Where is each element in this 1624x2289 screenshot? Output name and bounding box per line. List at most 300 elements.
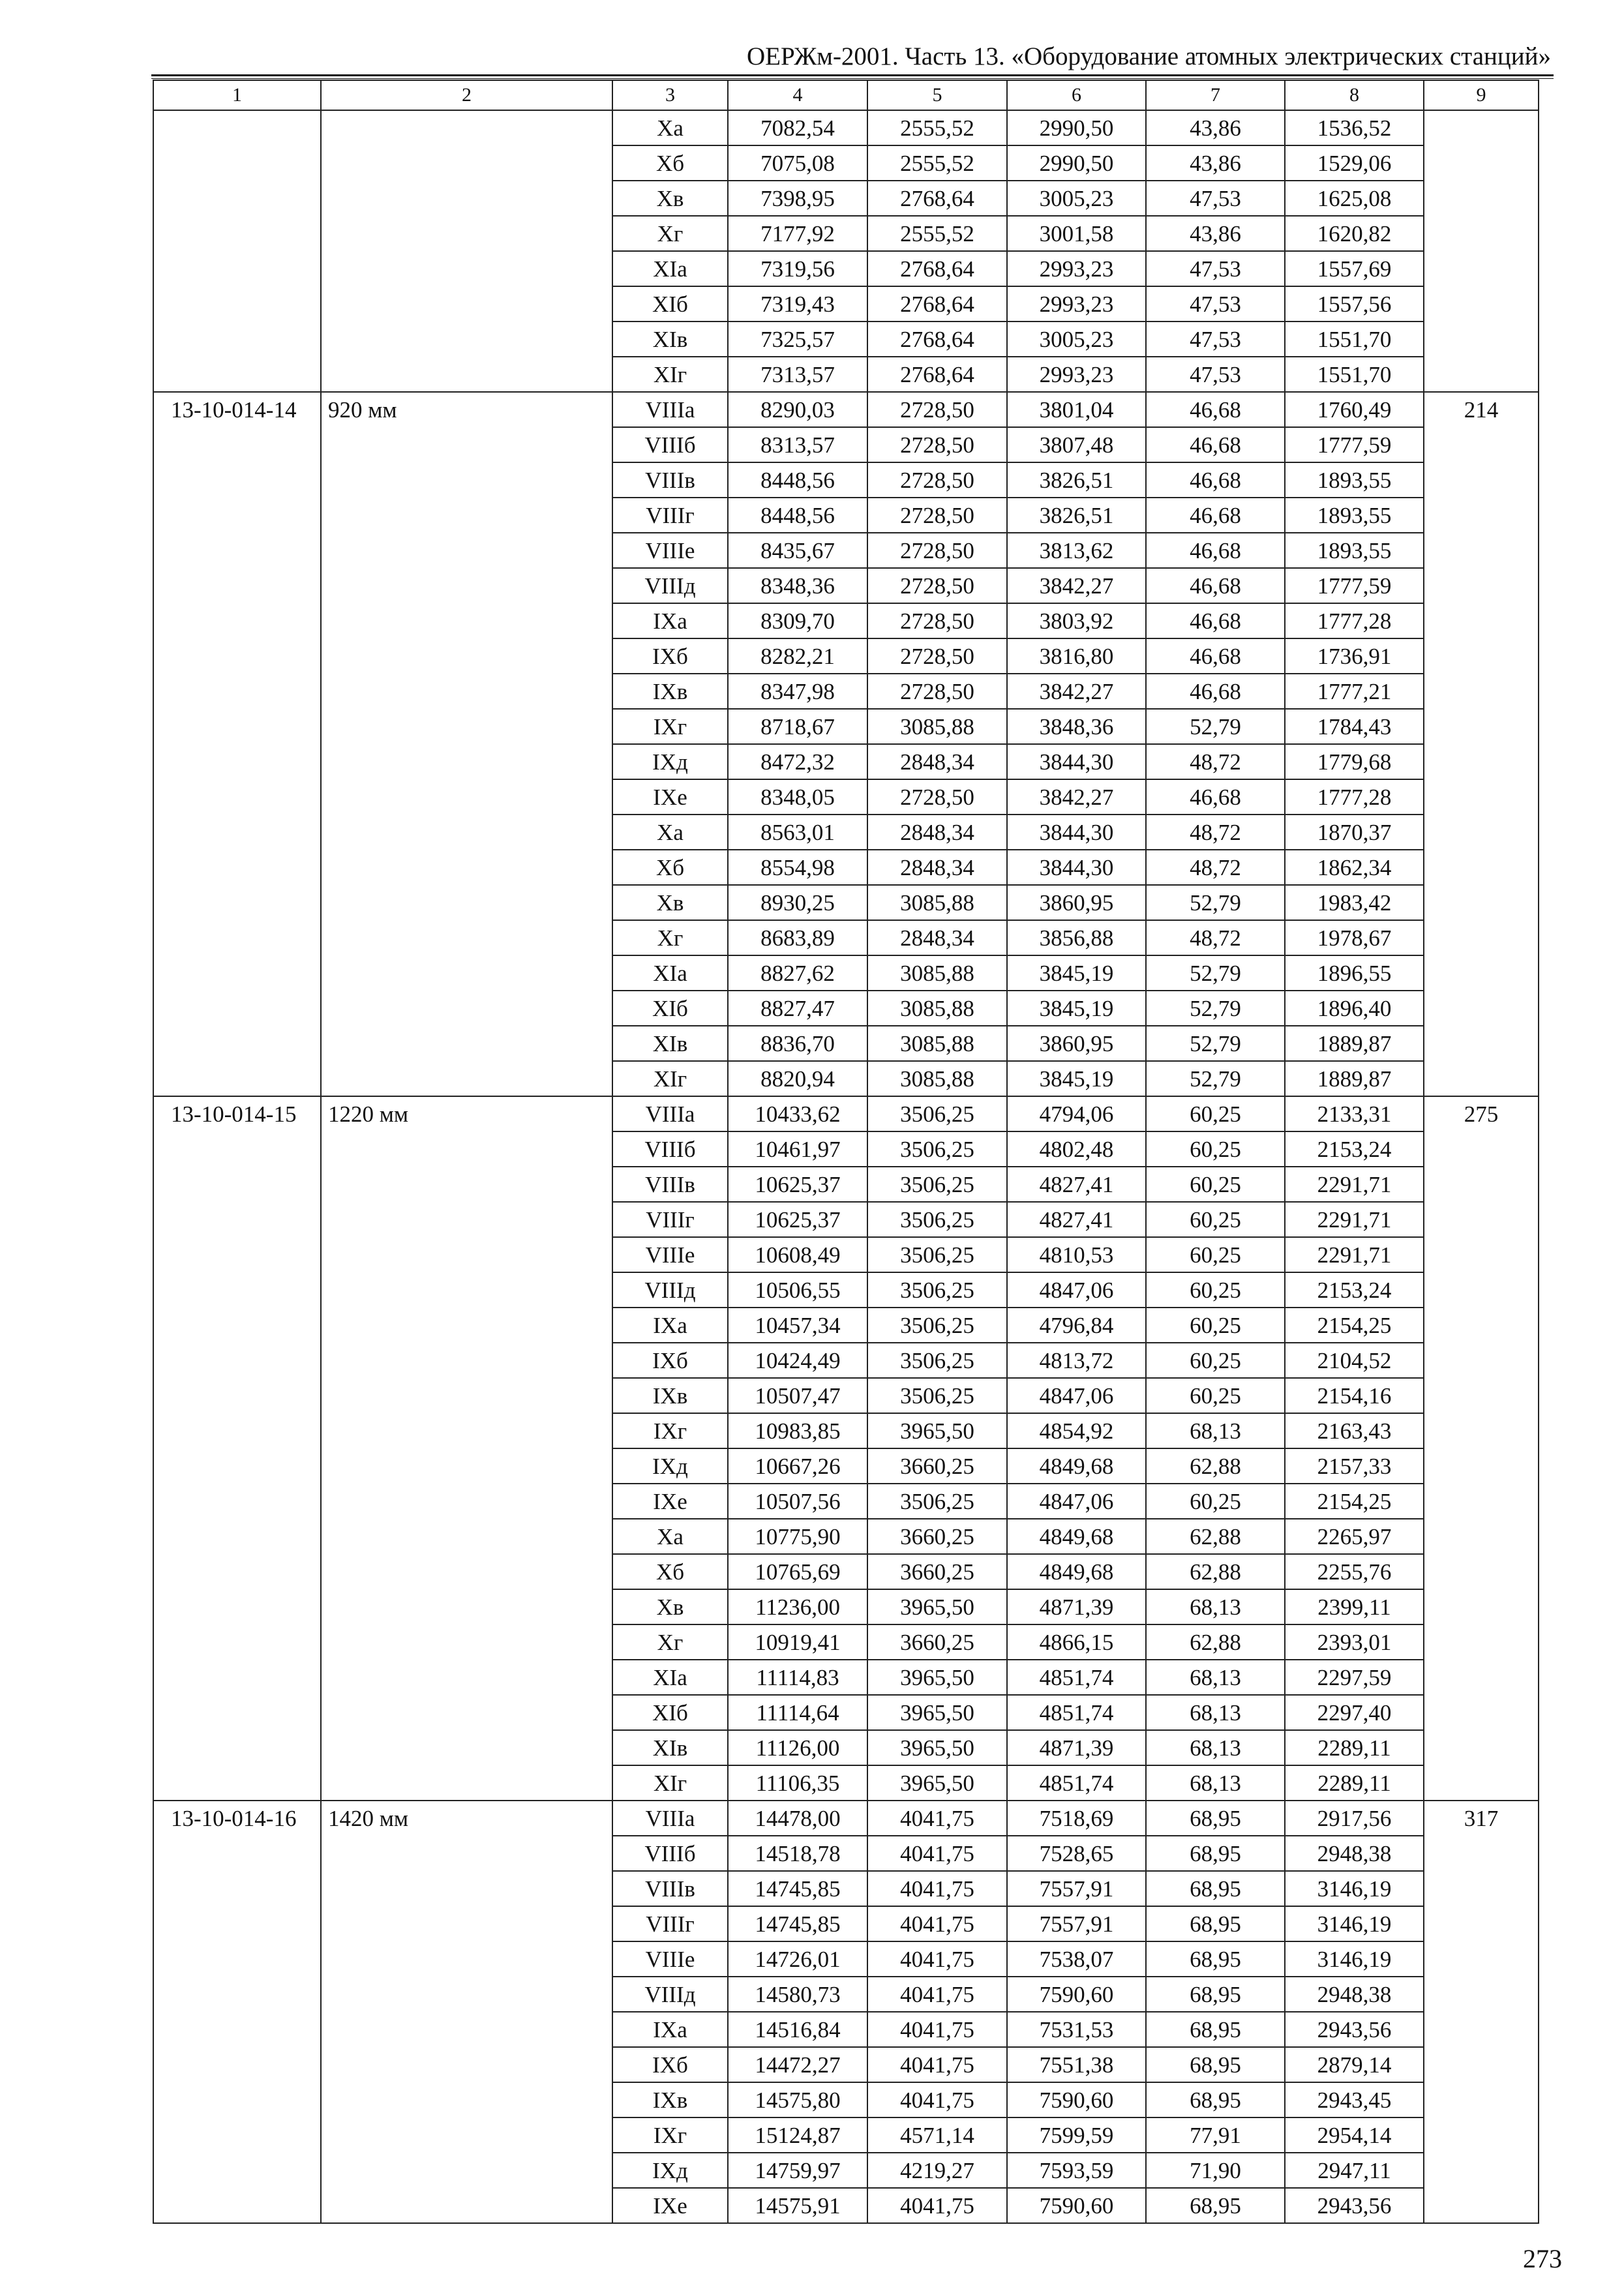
value-cell: 52,79 <box>1146 709 1285 744</box>
value-cell: 2848,34 <box>867 815 1007 850</box>
value-cell: 7398,95 <box>728 181 867 216</box>
column-number: 5 <box>867 80 1007 110</box>
value-cell: 8313,57 <box>728 427 867 462</box>
value-cell: 1978,67 <box>1285 920 1424 955</box>
value-cell: 3965,50 <box>867 1660 1007 1695</box>
grade-cell: XIг <box>612 357 728 392</box>
grade-cell: Хв <box>612 181 728 216</box>
grade-cell: VIIIе <box>612 533 728 568</box>
grade-cell: VIIIг <box>612 1202 728 1237</box>
value-cell: 3845,19 <box>1007 1061 1146 1096</box>
grade-cell: XIв <box>612 1026 728 1061</box>
value-cell: 3085,88 <box>867 991 1007 1026</box>
value-cell: 7593,59 <box>1007 2153 1146 2188</box>
grade-cell: XIб <box>612 991 728 1026</box>
value-cell: 7531,53 <box>1007 2012 1146 2047</box>
value-cell: 2555,52 <box>867 216 1007 251</box>
value-cell: 2728,50 <box>867 533 1007 568</box>
value-cell: 1620,82 <box>1285 216 1424 251</box>
grade-cell: Хг <box>612 920 728 955</box>
value-cell: 11114,64 <box>728 1695 867 1730</box>
value-cell: 2154,25 <box>1285 1484 1424 1519</box>
grade-cell: VIIIб <box>612 1131 728 1167</box>
page-number: 273 <box>1523 2244 1562 2273</box>
value-cell: 46,68 <box>1146 498 1285 533</box>
value-cell: 8836,70 <box>728 1026 867 1061</box>
value-cell: 47,53 <box>1146 357 1285 392</box>
grade-cell: VIIIе <box>612 1941 728 1977</box>
value-cell: 2948,38 <box>1285 1836 1424 1871</box>
value-cell: 3856,88 <box>1007 920 1146 955</box>
grade-cell: VIIIа <box>612 1096 728 1131</box>
header-rule-thin <box>151 78 1554 79</box>
value-cell: 3842,27 <box>1007 674 1146 709</box>
value-cell: 7590,60 <box>1007 1977 1146 2012</box>
value-cell: 3506,25 <box>867 1484 1007 1519</box>
value-cell: 4041,75 <box>867 1977 1007 2012</box>
value-cell: 52,79 <box>1146 1061 1285 1096</box>
value-cell: 3085,88 <box>867 1061 1007 1096</box>
value-cell: 68,95 <box>1146 2082 1285 2117</box>
value-cell: 14726,01 <box>728 1941 867 1977</box>
value-cell: 7599,59 <box>1007 2117 1146 2153</box>
rates-table <box>153 80 1539 2224</box>
value-cell: 3506,25 <box>867 1272 1007 1308</box>
value-cell: 8472,32 <box>728 744 867 779</box>
grade-cell: VIIIв <box>612 1167 728 1202</box>
grade-cell: IXв <box>612 1378 728 1413</box>
value-cell: 46,68 <box>1146 392 1285 427</box>
grade-cell: XIв <box>612 322 728 357</box>
value-cell: 3660,25 <box>867 1554 1007 1589</box>
value-cell: 46,68 <box>1146 603 1285 638</box>
value-cell: 7177,92 <box>728 216 867 251</box>
grade-cell: VIIIа <box>612 1801 728 1836</box>
unit-cell <box>1424 110 1539 392</box>
value-cell: 4041,75 <box>867 1906 1007 1941</box>
value-cell: 47,53 <box>1146 251 1285 286</box>
value-cell: 8290,03 <box>728 392 867 427</box>
value-cell: 43,86 <box>1146 216 1285 251</box>
value-cell: 2153,24 <box>1285 1272 1424 1308</box>
value-cell: 3146,19 <box>1285 1871 1424 1906</box>
value-cell: 8718,67 <box>728 709 867 744</box>
grade-cell: IXб <box>612 638 728 674</box>
value-cell: 1779,68 <box>1285 744 1424 779</box>
table-row <box>153 110 1539 145</box>
value-cell: 2848,34 <box>867 850 1007 885</box>
value-cell: 7528,65 <box>1007 1836 1146 1871</box>
value-cell: 3965,50 <box>867 1589 1007 1624</box>
value-cell: 2163,43 <box>1285 1413 1424 1448</box>
value-cell: 7325,57 <box>728 322 867 357</box>
value-cell: 4827,41 <box>1007 1202 1146 1237</box>
column-number: 1 <box>153 80 321 110</box>
value-cell: 2848,34 <box>867 744 1007 779</box>
grade-cell: VIIIв <box>612 1871 728 1906</box>
value-cell: 60,25 <box>1146 1131 1285 1167</box>
value-cell: 11106,35 <box>728 1765 867 1801</box>
value-cell: 3005,23 <box>1007 322 1146 357</box>
value-cell: 52,79 <box>1146 885 1285 920</box>
value-cell: 3845,19 <box>1007 991 1146 1026</box>
value-cell: 3660,25 <box>867 1519 1007 1554</box>
value-cell: 1896,40 <box>1285 991 1424 1026</box>
value-cell: 4847,06 <box>1007 1378 1146 1413</box>
value-cell: 68,13 <box>1146 1413 1285 1448</box>
value-cell: 1551,70 <box>1285 322 1424 357</box>
column-number-row <box>153 80 1539 110</box>
value-cell: 1625,08 <box>1285 181 1424 216</box>
unit-cell: 317 <box>1424 1801 1539 2223</box>
value-cell: 2917,56 <box>1285 1801 1424 1836</box>
value-cell: 4847,06 <box>1007 1272 1146 1308</box>
value-cell: 47,53 <box>1146 322 1285 357</box>
value-cell: 3001,58 <box>1007 216 1146 251</box>
value-cell: 62,88 <box>1146 1448 1285 1484</box>
value-cell: 46,68 <box>1146 568 1285 603</box>
column-number: 3 <box>612 80 728 110</box>
grade-cell: XIа <box>612 1660 728 1695</box>
value-cell: 10424,49 <box>728 1343 867 1378</box>
value-cell: 2291,71 <box>1285 1167 1424 1202</box>
value-cell: 52,79 <box>1146 991 1285 1026</box>
value-cell: 3085,88 <box>867 1026 1007 1061</box>
value-cell: 2728,50 <box>867 603 1007 638</box>
value-cell: 60,25 <box>1146 1272 1285 1308</box>
value-cell: 8683,89 <box>728 920 867 955</box>
grade-cell: Хб <box>612 145 728 181</box>
page-header <box>151 38 1554 76</box>
value-cell: 10461,97 <box>728 1131 867 1167</box>
value-cell: 60,25 <box>1146 1096 1285 1131</box>
grade-cell: VIIIд <box>612 1977 728 2012</box>
value-cell: 77,91 <box>1146 2117 1285 2153</box>
value-cell: 4041,75 <box>867 1836 1007 1871</box>
value-cell: 7590,60 <box>1007 2188 1146 2223</box>
value-cell: 68,13 <box>1146 1589 1285 1624</box>
value-cell: 1893,55 <box>1285 462 1424 498</box>
value-cell: 8827,62 <box>728 955 867 991</box>
value-cell: 46,68 <box>1146 674 1285 709</box>
value-cell: 1777,59 <box>1285 568 1424 603</box>
value-cell: 1870,37 <box>1285 815 1424 850</box>
value-cell: 3844,30 <box>1007 815 1146 850</box>
value-cell: 1862,34 <box>1285 850 1424 885</box>
value-cell: 3860,95 <box>1007 885 1146 920</box>
header-title: ОЕРЖм-2001. Часть 13. «Оборудование атомных электрических станций» <box>747 42 1551 70</box>
value-cell: 2153,24 <box>1285 1131 1424 1167</box>
value-cell: 48,72 <box>1146 744 1285 779</box>
column-number: 6 <box>1007 80 1146 110</box>
unit-cell: 214 <box>1424 392 1539 1096</box>
unit-cell: 275 <box>1424 1096 1539 1801</box>
value-cell: 2555,52 <box>867 110 1007 145</box>
grade-cell: Хв <box>612 1589 728 1624</box>
value-cell: 3803,92 <box>1007 603 1146 638</box>
grade-cell: Хб <box>612 1554 728 1589</box>
value-cell: 2297,59 <box>1285 1660 1424 1695</box>
grade-cell: Хг <box>612 216 728 251</box>
value-cell: 4851,74 <box>1007 1660 1146 1695</box>
value-cell: 14745,85 <box>728 1871 867 1906</box>
value-cell: 2728,50 <box>867 779 1007 815</box>
table-row <box>153 1096 1539 1131</box>
value-cell: 2768,64 <box>867 251 1007 286</box>
value-cell: 2104,52 <box>1285 1343 1424 1378</box>
grade-cell: XIб <box>612 1695 728 1730</box>
value-cell: 8448,56 <box>728 498 867 533</box>
value-cell: 1557,69 <box>1285 251 1424 286</box>
value-cell: 8820,94 <box>728 1061 867 1096</box>
value-cell: 4871,39 <box>1007 1589 1146 1624</box>
column-number: 7 <box>1146 80 1285 110</box>
value-cell: 10667,26 <box>728 1448 867 1484</box>
column-number: 9 <box>1424 80 1539 110</box>
grade-cell: IXг <box>612 2117 728 2153</box>
value-cell: 3005,23 <box>1007 181 1146 216</box>
grade-cell: Хв <box>612 885 728 920</box>
value-cell: 2393,01 <box>1285 1624 1424 1660</box>
value-cell: 2399,11 <box>1285 1589 1424 1624</box>
grade-cell: VIIIд <box>612 1272 728 1308</box>
value-cell: 3085,88 <box>867 709 1007 744</box>
value-cell: 1777,59 <box>1285 427 1424 462</box>
value-cell: 10919,41 <box>728 1624 867 1660</box>
value-cell: 4849,68 <box>1007 1448 1146 1484</box>
value-cell: 10433,62 <box>728 1096 867 1131</box>
value-cell: 2954,14 <box>1285 2117 1424 2153</box>
grade-cell: XIа <box>612 251 728 286</box>
value-cell: 43,86 <box>1146 110 1285 145</box>
value-cell: 43,86 <box>1146 145 1285 181</box>
value-cell: 68,95 <box>1146 2188 1285 2223</box>
value-cell: 46,68 <box>1146 638 1285 674</box>
value-cell: 4796,84 <box>1007 1308 1146 1343</box>
value-cell: 15124,87 <box>728 2117 867 2153</box>
grade-cell: VIIIд <box>612 568 728 603</box>
column-number: 4 <box>728 80 867 110</box>
value-cell: 2768,64 <box>867 322 1007 357</box>
value-cell: 10625,37 <box>728 1167 867 1202</box>
value-cell: 68,13 <box>1146 1765 1285 1801</box>
value-cell: 7518,69 <box>1007 1801 1146 1836</box>
value-cell: 14575,91 <box>728 2188 867 2223</box>
value-cell: 7313,57 <box>728 357 867 392</box>
value-cell: 48,72 <box>1146 815 1285 850</box>
value-cell: 1557,56 <box>1285 286 1424 322</box>
value-cell: 11126,00 <box>728 1730 867 1765</box>
rate-code-cell: 13-10-014-15 <box>153 1096 321 1801</box>
table-row <box>153 392 1539 427</box>
grade-cell: XIв <box>612 1730 728 1765</box>
value-cell: 68,95 <box>1146 2047 1285 2082</box>
value-cell: 48,72 <box>1146 850 1285 885</box>
grade-cell: IXг <box>612 709 728 744</box>
value-cell: 7557,91 <box>1007 1871 1146 1906</box>
grade-cell: Хб <box>612 850 728 885</box>
rate-name-cell: 920 мм <box>321 392 612 1096</box>
value-cell: 3860,95 <box>1007 1026 1146 1061</box>
rate-code-cell: 13-10-014-16 <box>153 1801 321 2223</box>
value-cell: 4041,75 <box>867 1801 1007 1836</box>
grade-cell: IXб <box>612 1343 728 1378</box>
value-cell: 14472,27 <box>728 2047 867 2082</box>
value-cell: 10765,69 <box>728 1554 867 1589</box>
value-cell: 60,25 <box>1146 1484 1285 1519</box>
value-cell: 1777,21 <box>1285 674 1424 709</box>
value-cell: 2948,38 <box>1285 1977 1424 2012</box>
value-cell: 14518,78 <box>728 1836 867 1871</box>
value-cell: 52,79 <box>1146 955 1285 991</box>
value-cell: 4851,74 <box>1007 1695 1146 1730</box>
value-cell: 4866,15 <box>1007 1624 1146 1660</box>
value-cell: 2993,23 <box>1007 286 1146 322</box>
value-cell: 3506,25 <box>867 1237 1007 1272</box>
value-cell: 2728,50 <box>867 498 1007 533</box>
value-cell: 4851,74 <box>1007 1765 1146 1801</box>
value-cell: 60,25 <box>1146 1237 1285 1272</box>
rate-name-cell <box>321 110 612 392</box>
value-cell: 4219,27 <box>867 2153 1007 2188</box>
value-cell: 68,95 <box>1146 1801 1285 1836</box>
grade-cell: VIIIб <box>612 427 728 462</box>
value-cell: 68,95 <box>1146 2012 1285 2047</box>
value-cell: 1777,28 <box>1285 603 1424 638</box>
value-cell: 11114,83 <box>728 1660 867 1695</box>
value-cell: 8309,70 <box>728 603 867 638</box>
value-cell: 3801,04 <box>1007 392 1146 427</box>
value-cell: 2154,25 <box>1285 1308 1424 1343</box>
grade-cell: IXд <box>612 744 728 779</box>
value-cell: 4041,75 <box>867 1941 1007 1977</box>
value-cell: 3506,25 <box>867 1096 1007 1131</box>
value-cell: 8347,98 <box>728 674 867 709</box>
value-cell: 3807,48 <box>1007 427 1146 462</box>
value-cell: 10983,85 <box>728 1413 867 1448</box>
grade-cell: IXв <box>612 674 728 709</box>
value-cell: 2943,56 <box>1285 2188 1424 2223</box>
value-cell: 1784,43 <box>1285 709 1424 744</box>
value-cell: 4847,06 <box>1007 1484 1146 1519</box>
value-cell: 2990,50 <box>1007 110 1146 145</box>
value-cell: 3965,50 <box>867 1695 1007 1730</box>
value-cell: 7590,60 <box>1007 2082 1146 2117</box>
value-cell: 60,25 <box>1146 1343 1285 1378</box>
value-cell: 60,25 <box>1146 1308 1285 1343</box>
value-cell: 4041,75 <box>867 2012 1007 2047</box>
value-cell: 7551,38 <box>1007 2047 1146 2082</box>
column-number: 8 <box>1285 80 1424 110</box>
value-cell: 7557,91 <box>1007 1906 1146 1941</box>
grade-cell: XIб <box>612 286 728 322</box>
value-cell: 68,13 <box>1146 1660 1285 1695</box>
value-cell: 7082,54 <box>728 110 867 145</box>
grade-cell: VIIIа <box>612 392 728 427</box>
grade-cell: Ха <box>612 110 728 145</box>
value-cell: 4802,48 <box>1007 1131 1146 1167</box>
value-cell: 3146,19 <box>1285 1941 1424 1977</box>
value-cell: 4041,75 <box>867 2082 1007 2117</box>
value-cell: 3660,25 <box>867 1624 1007 1660</box>
value-cell: 2297,40 <box>1285 1695 1424 1730</box>
value-cell: 2728,50 <box>867 392 1007 427</box>
value-cell: 2768,64 <box>867 286 1007 322</box>
value-cell: 2728,50 <box>867 462 1007 498</box>
table-body <box>153 80 1539 2223</box>
value-cell: 68,95 <box>1146 1906 1285 1941</box>
value-cell: 60,25 <box>1146 1378 1285 1413</box>
value-cell: 4571,14 <box>867 2117 1007 2153</box>
value-cell: 8348,36 <box>728 568 867 603</box>
grade-cell: IXб <box>612 2047 728 2082</box>
grade-cell: IXе <box>612 1484 728 1519</box>
grade-cell: XIг <box>612 1765 728 1801</box>
value-cell: 62,88 <box>1146 1519 1285 1554</box>
grade-cell: IXа <box>612 1308 728 1343</box>
value-cell: 4794,06 <box>1007 1096 1146 1131</box>
value-cell: 2768,64 <box>867 357 1007 392</box>
value-cell: 4041,75 <box>867 2188 1007 2223</box>
value-cell: 2555,52 <box>867 145 1007 181</box>
value-cell: 3660,25 <box>867 1448 1007 1484</box>
value-cell: 2728,50 <box>867 427 1007 462</box>
value-cell: 3842,27 <box>1007 779 1146 815</box>
grade-cell: XIа <box>612 955 728 991</box>
value-cell: 3506,25 <box>867 1308 1007 1343</box>
value-cell: 62,88 <box>1146 1554 1285 1589</box>
grade-cell: Ха <box>612 815 728 850</box>
value-cell: 2728,50 <box>867 674 1007 709</box>
value-cell: 8348,05 <box>728 779 867 815</box>
value-cell: 3826,51 <box>1007 462 1146 498</box>
value-cell: 3085,88 <box>867 885 1007 920</box>
grade-cell: VIIIг <box>612 1906 728 1941</box>
value-cell: 2728,50 <box>867 638 1007 674</box>
value-cell: 4849,68 <box>1007 1519 1146 1554</box>
value-cell: 1551,70 <box>1285 357 1424 392</box>
value-cell: 2728,50 <box>867 568 1007 603</box>
value-cell: 1529,06 <box>1285 145 1424 181</box>
value-cell: 3844,30 <box>1007 850 1146 885</box>
value-cell: 10608,49 <box>728 1237 867 1272</box>
grade-cell: Хг <box>612 1624 728 1660</box>
value-cell: 3506,25 <box>867 1167 1007 1202</box>
grade-cell: IXд <box>612 1448 728 1484</box>
value-cell: 52,79 <box>1146 1026 1285 1061</box>
value-cell: 1889,87 <box>1285 1061 1424 1096</box>
rate-code-cell: 13-10-014-14 <box>153 392 321 1096</box>
rate-name-cell: 1220 мм <box>321 1096 612 1801</box>
value-cell: 7538,07 <box>1007 1941 1146 1977</box>
grade-cell: IXг <box>612 1413 728 1448</box>
value-cell: 7319,43 <box>728 286 867 322</box>
value-cell: 68,13 <box>1146 1695 1285 1730</box>
value-cell: 3506,25 <box>867 1131 1007 1167</box>
grade-cell: XIг <box>612 1061 728 1096</box>
grade-cell: IXв <box>612 2082 728 2117</box>
value-cell: 2990,50 <box>1007 145 1146 181</box>
value-cell: 46,68 <box>1146 462 1285 498</box>
grade-cell: VIIIг <box>612 498 728 533</box>
value-cell: 10507,56 <box>728 1484 867 1519</box>
value-cell: 2255,76 <box>1285 1554 1424 1589</box>
value-cell: 10457,34 <box>728 1308 867 1343</box>
value-cell: 8554,98 <box>728 850 867 885</box>
value-cell: 3506,25 <box>867 1378 1007 1413</box>
value-cell: 68,95 <box>1146 1871 1285 1906</box>
value-cell: 8282,21 <box>728 638 867 674</box>
